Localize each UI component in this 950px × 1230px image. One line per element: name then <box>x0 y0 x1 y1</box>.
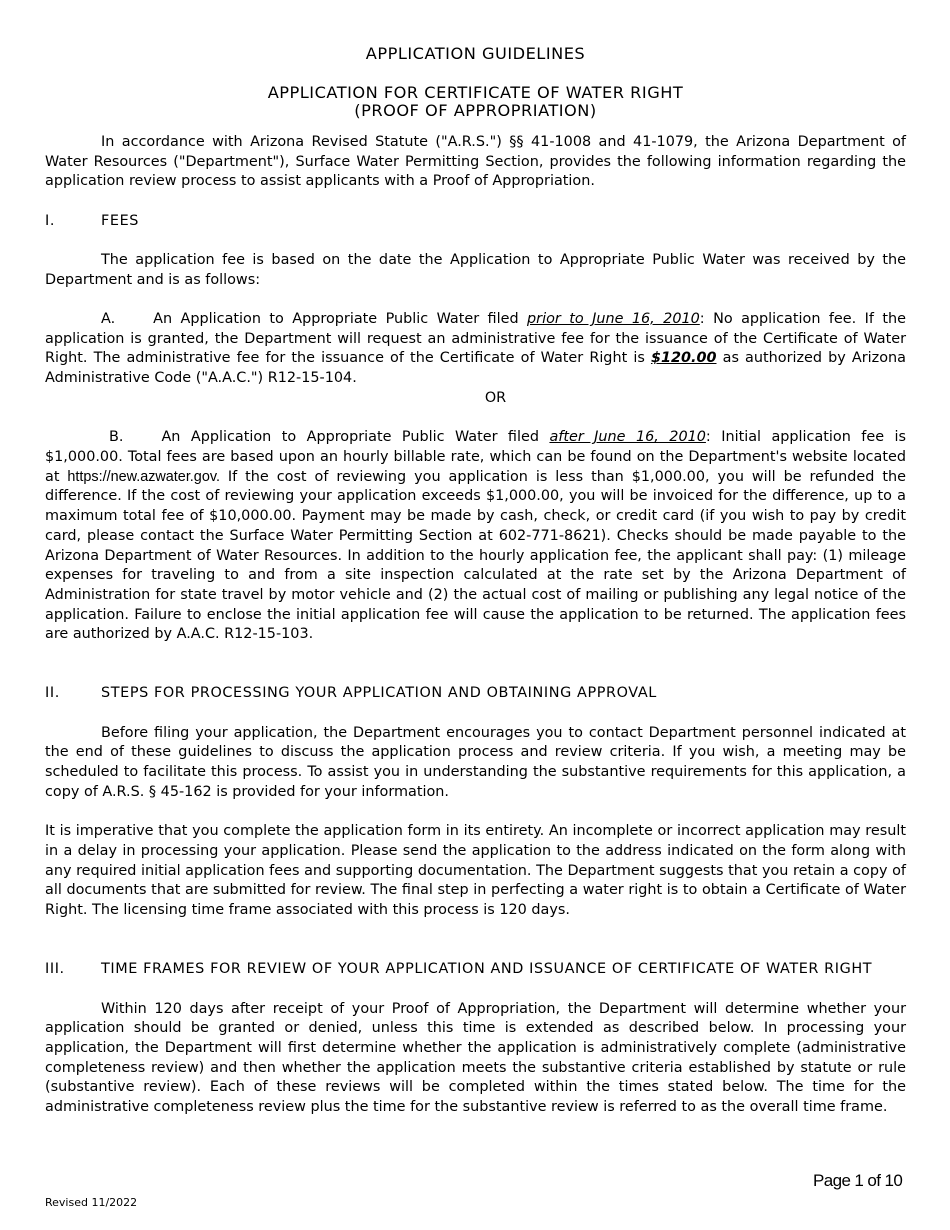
fee-item-b-body: : Initial application fee is $1,000.00. Total fees are based upon an hourly billable rate, which can be found on the Department's website located at <box>45 429 907 485</box>
section-2-title: STEPS FOR PROCESSING YOUR APPLICATION AND OBTAINING APPROVAL <box>101 685 657 702</box>
department-website-link[interactable]: https://new.azwater.gov. <box>67 468 220 485</box>
section-1-heading <box>45 212 906 232</box>
fee-item-b-details: If the cost of reviewing you application is less than $1,000.00, you will be refunded the difference. If the cost of reviewing your application exceeds $1,000.00, you will be invoiced for the difference, up to a maximum total fee of $10,000.00. Payment may be made by cash, check, or credit card (if you wish to pay by credit card, please contact the Surface Water Permitting Section at 602-771-8621). Checks should be made payable to the Arizona Department of Water Resources. In addition to the hourly application fee, the applicant shall pay: (1) mileage expenses for traveling to and from a site inspection calculated at the rate set by the Arizona Department of Administration for state travel by motor vehicle and (2) the actual cost of mailing or publishing any legal notice of the application. Failure to enclose the initial application fee will cause the application to be returned. The application fees are authorized by A.A.C. R12-15-103. <box>45 468 906 643</box>
document-subtitle-line1: APPLICATION FOR CERTIFICATE OF WATER RIGHT <box>267 83 684 103</box>
fee-item-b-label: B. <box>109 429 124 446</box>
document-subtitle-line2: (PROOF OF APPROPRIATION) <box>354 101 597 121</box>
fee-item-a-label: A. <box>101 311 116 328</box>
section-1-number: I. <box>45 212 56 229</box>
section-2-number: II. <box>45 685 60 702</box>
fee-item-a-text: An Application to Appropriate Public Water filed <box>153 311 528 328</box>
section-3-number: III. <box>45 961 65 978</box>
section-2-heading <box>45 684 906 704</box>
page-number: Page 1 of 10 <box>813 1171 903 1190</box>
section-3-title: TIME FRAMES FOR REVIEW OF YOUR APPLICATION AND ISSUANCE OF CERTIFICATE OF WATER RIGHT <box>101 961 873 978</box>
intro-paragraph: In accordance with Arizona Revised Statute ("A.R.S.") §§ 41-1008 and 41-1079, the Arizona Department of Water Resources ("Department"), Surface Water Permitting Section, provides the following information regarding the application review process to assist applicants with a Proof of Appropriation. <box>45 133 906 190</box>
fee-item-a <box>45 310 906 389</box>
document-title: APPLICATION GUIDELINES <box>365 44 586 63</box>
revision-date: Revised 11/2022 <box>45 1196 138 1209</box>
fees-intro-paragraph: The application fee is based on the date the Application to Appropriate Public Water was received by the Department and is as follows: <box>45 251 906 288</box>
fee-item-a-body: : No application fee. If the application is granted, the Department will request an administrative fee for the issuance of the Certificate of Water Right. The administrative fee for the issuance of the Certificate of Water Right is <box>45 311 906 367</box>
fee-item-b-text: An Application to Appropriate Public Water filed <box>161 429 550 446</box>
section-1-title: FEES <box>101 212 139 229</box>
time-frames-paragraph-1: Within 120 days after receipt of your Proof of Appropriation, the Department will determine whether your application should be granted or denied, unless this time is extended as described below. In processing your application, the Department will first determine whether the application is administratively complete (administrative completeness review) and then whether the application meets the substantive criteria established by statute or rule (substantive review). Each of these reviews will be completed within the times stated below. The time for the administrative completeness review plus the time for the substantive review is referred to as the overall time frame. <box>45 1000 906 1116</box>
document-page <box>45 44 906 1118</box>
fee-item-a-date: prior to June 16, 2010 <box>527 311 700 328</box>
section-3-heading <box>45 960 906 980</box>
fee-item-a-authority: as authorized by Arizona Administrative Code ("A.A.C.") R12-15-104. <box>45 350 906 387</box>
steps-paragraph-1: Before filing your application, the Department encourages you to contact Department personnel indicated at the end of these guidelines to discuss the application process and review criteria. If you wish, a meeting may be scheduled to facilitate this process. To assist you in understanding the substantive requirements for this application, a copy of A.R.S. § 45-162 is provided for your information. <box>45 724 906 800</box>
or-separator: OR <box>484 389 507 406</box>
fee-item-b-date: after June 16, 2010 <box>549 429 706 446</box>
fee-item-b <box>45 428 906 645</box>
administrative-fee-amount: $120.00 <box>650 350 717 367</box>
steps-paragraph-2: It is imperative that you complete the application form in its entirety. An incomplete or incorrect application may result in a delay in processing your application. Please send the application to the address indicated on the form along with any required initial application fees and supporting documentation. The Department suggests that you retain a copy of all documents that are submitted for review. The final step in perfecting a water right is to obtain a Certificate of Water Right. The licensing time frame associated with this process is 120 days. <box>45 823 906 919</box>
